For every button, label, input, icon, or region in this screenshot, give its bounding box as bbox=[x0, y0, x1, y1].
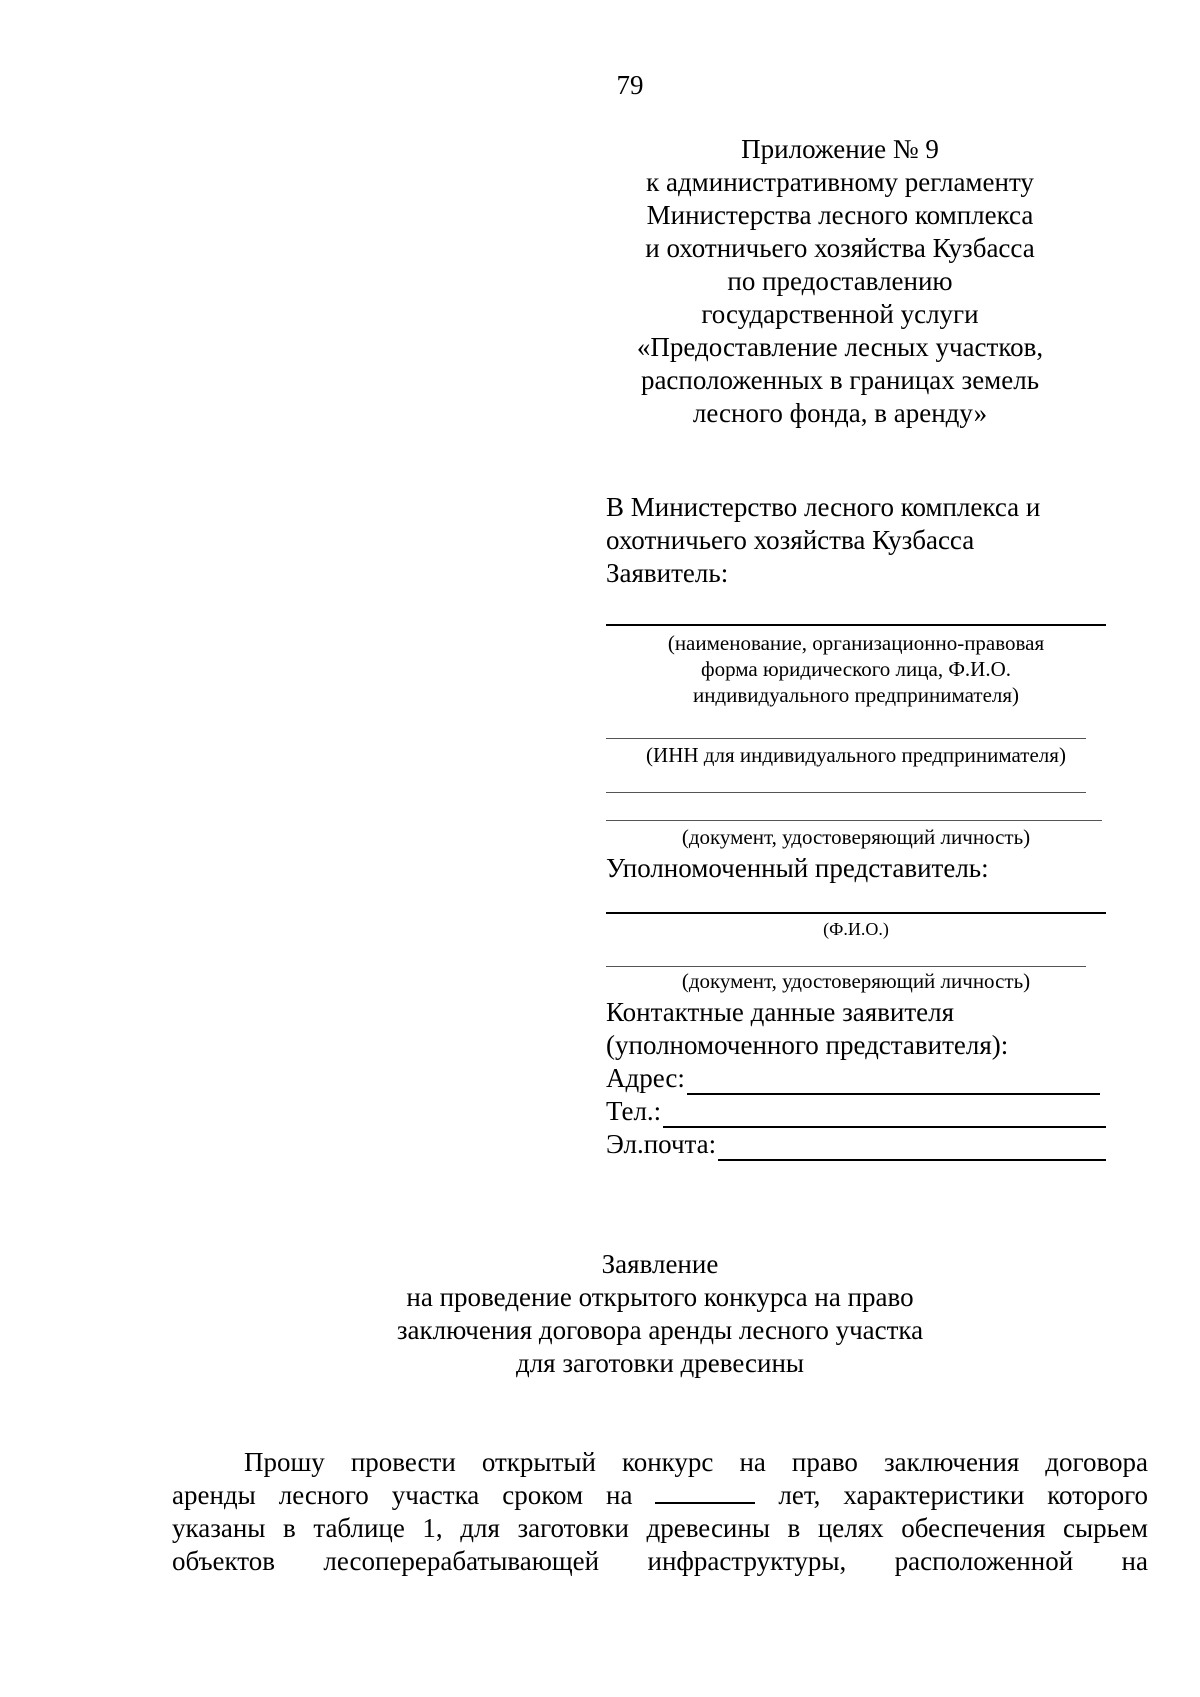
applicant-name-caption bbox=[606, 630, 1106, 708]
inn-caption: (ИНН для индивидуального предпринимателя) bbox=[646, 743, 1066, 767]
identity-doc-field-2[interactable] bbox=[606, 820, 1102, 821]
body-line-2b: лет, характеристики которого bbox=[778, 1480, 1148, 1510]
appendix-line: Приложение № 9 bbox=[741, 134, 939, 164]
phone-label: Тел.: bbox=[606, 1096, 662, 1126]
statement-line: на проведение открытого конкурса на право bbox=[406, 1282, 914, 1312]
appendix-line: лесного фонда, в аренду» bbox=[692, 398, 988, 428]
statement-line: Заявление bbox=[601, 1249, 719, 1279]
statement-line: для заготовки древесины bbox=[515, 1348, 805, 1378]
contacts-block bbox=[606, 996, 1008, 1062]
contacts-label: Контактные данные заявителя bbox=[606, 997, 955, 1027]
page-number: 79 bbox=[616, 70, 644, 100]
phone-underline[interactable] bbox=[663, 1102, 1106, 1128]
caption-line: (наименование, организационно-правовая bbox=[667, 631, 1045, 655]
body-line bbox=[172, 1479, 1148, 1512]
address-underline[interactable] bbox=[687, 1069, 1100, 1095]
statement-title bbox=[300, 1248, 1020, 1380]
appendix-line: «Предоставление лесных участков, bbox=[636, 332, 1044, 362]
appendix-line: к административному регламенту bbox=[646, 167, 1034, 197]
applicant-label: Заявитель: bbox=[606, 558, 729, 588]
phone-field[interactable] bbox=[606, 1095, 1106, 1128]
fio-field[interactable] bbox=[606, 912, 1106, 914]
applicant-name-field[interactable] bbox=[606, 624, 1106, 626]
body-line-2a: аренды лесного участка сроком на bbox=[172, 1480, 633, 1510]
caption-line: форма юридического лица, Ф.И.О. bbox=[700, 657, 1011, 681]
appendix-line: Министерства лесного комплекса bbox=[646, 200, 1034, 230]
appendix-line: государственной услуги bbox=[701, 299, 979, 329]
addressee-line: В Министерство лесного комплекса и bbox=[606, 492, 1041, 522]
identity-doc-field-1[interactable] bbox=[606, 792, 1086, 793]
appendix-line: по предоставлению bbox=[727, 266, 953, 296]
addressee-line: охотничьего хозяйства Кузбасса bbox=[606, 525, 975, 555]
body-line: объектов лесоперерабатывающей инфраструктуры, расположенной на bbox=[172, 1546, 1148, 1576]
email-underline[interactable] bbox=[718, 1135, 1106, 1161]
addressee-block bbox=[606, 491, 1040, 590]
contacts-label: (уполномоченного представителя): bbox=[606, 1030, 1009, 1060]
appendix-header bbox=[590, 133, 1090, 430]
body-line: указаны в таблице 1, для заготовки древесины в целях обеспечения сырьем bbox=[172, 1513, 1148, 1543]
appendix-line: расположенных в границах земель bbox=[640, 365, 1040, 395]
statement-line: заключения договора аренды лесного участка bbox=[396, 1315, 924, 1345]
body-line: Прошу провести открытый конкурс на право заключения договора bbox=[244, 1447, 1148, 1477]
term-years-field[interactable] bbox=[655, 1480, 755, 1504]
email-field[interactable] bbox=[606, 1128, 1106, 1161]
appendix-line: и охотничьего хозяйства Кузбасса bbox=[645, 233, 1035, 263]
address-field[interactable] bbox=[606, 1062, 1100, 1095]
identity-doc-caption: (документ, удостоверяющий личность) bbox=[681, 825, 1031, 849]
representative-doc-field[interactable] bbox=[606, 966, 1086, 967]
email-label: Эл.почта: bbox=[606, 1129, 717, 1159]
identity-doc-caption-2: (документ, удостоверяющий личность) bbox=[681, 969, 1031, 993]
address-label: Адрес: bbox=[606, 1063, 685, 1093]
caption-line: индивидуального предпринимателя) bbox=[692, 683, 1020, 707]
representative-label: Уполномоченный представитель: bbox=[606, 853, 989, 883]
fio-caption: (Ф.И.О.) bbox=[823, 919, 889, 939]
statement-body bbox=[172, 1446, 1148, 1578]
inn-field[interactable] bbox=[606, 738, 1086, 739]
